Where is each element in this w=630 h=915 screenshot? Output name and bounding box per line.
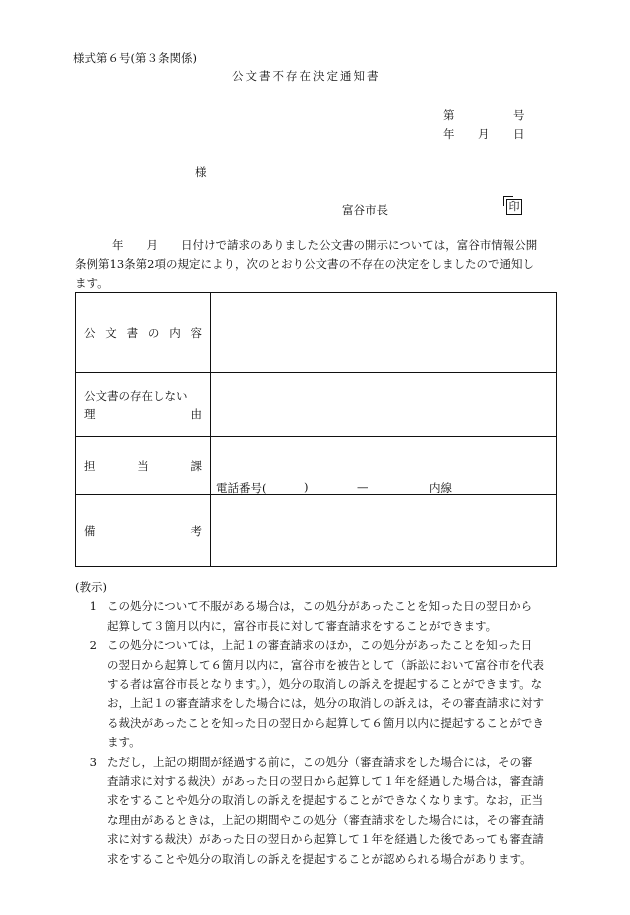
phone-label: 電話番号(	[216, 481, 267, 495]
label-char: の	[147, 325, 160, 340]
label-char: 理	[84, 406, 96, 421]
item-line: 起算して３箇月以内に，富谷市長に対して審査請求をすることができます。	[107, 618, 498, 633]
reason-field[interactable]	[211, 373, 557, 437]
item-line: する者は富谷市長となります。），処分の取消しの訴えを提起することができます。な	[107, 677, 543, 692]
item-line: 求に対する裁決）があった日の翌日から起算して１年を経過した後であっても審査請	[107, 832, 544, 847]
phone-extension-label: 内線	[429, 481, 452, 495]
label-char: 考	[190, 523, 202, 538]
department-field[interactable]	[211, 437, 557, 495]
instruction-item	[75, 753, 559, 869]
item-number: 3	[89, 754, 97, 769]
date-month-label: 月	[478, 127, 490, 141]
label-char: 当	[137, 458, 149, 473]
label-char: 文	[105, 325, 117, 340]
label-char: 担	[84, 458, 96, 473]
phone-close-paren: )	[304, 480, 309, 494]
label-char: 備	[84, 523, 96, 538]
document-title: 公文書不存在決定通知書	[232, 69, 381, 83]
item-line: 査請求に対する裁決）があった日の翌日から起算して１年を経過した場合は，審査請	[107, 774, 544, 789]
instruction-item	[75, 597, 559, 636]
department-label	[76, 437, 211, 495]
table-row	[76, 293, 557, 373]
item-line: ただし，上記の期間が経過する前に，この処分（審査請求をした場合には，その審	[107, 754, 533, 769]
item-line: の翌日から起算して６箇月以内に，富谷市を被告として（訴訟において富谷市を代表	[107, 657, 544, 672]
number-dai-label: 第	[443, 108, 455, 122]
label-char: 書	[126, 325, 139, 340]
content-label	[76, 293, 211, 373]
table-row	[76, 495, 557, 567]
instructions-heading: (教示)	[75, 580, 107, 594]
instruction-item	[75, 636, 559, 752]
date-year-label: 年	[443, 127, 455, 141]
sender-name: 富谷市長	[342, 203, 388, 217]
label-char: 由	[190, 406, 202, 421]
item-line: な理由があるときは，上記の期間やこの処分（審査請求をした場合には，その審査請	[107, 812, 544, 827]
instructions-section	[75, 578, 559, 869]
content-field[interactable]	[211, 293, 557, 373]
item-line: ます。	[107, 735, 141, 750]
item-line: この処分については，上記１の審査請求のほか，この処分があったことを知った日	[107, 638, 533, 653]
form-number: 様式第６号(第３条関係)	[73, 51, 197, 65]
body-line: ます。	[75, 276, 109, 290]
reason-label	[76, 373, 211, 437]
item-number: 2	[89, 638, 97, 653]
item-line: 求をすることや処分の取消しの訴えを提起することができなくなります。なお，正当	[107, 793, 544, 808]
label-line: 公文書の存在しない	[84, 388, 188, 403]
label-char: 容	[190, 325, 202, 340]
item-number: 1	[89, 599, 97, 614]
label-char: 公	[84, 325, 96, 340]
recipient-suffix: 様	[195, 165, 207, 179]
phone-dash: —	[357, 480, 369, 494]
seal-mark: 印	[506, 199, 522, 215]
date-day-label: 日	[513, 127, 525, 141]
label-char: 課	[190, 458, 202, 473]
table-row	[76, 373, 557, 437]
notice-form-table	[75, 292, 557, 567]
number-go-label: 号	[513, 108, 525, 122]
table-row	[76, 437, 557, 495]
body-paragraph	[75, 236, 559, 293]
item-line: この処分について不服がある場合は，この処分があったことを知った日の翌日から	[107, 599, 533, 614]
body-line: 条例第13条第2項の規定により，次のとおり公文書の不存在の決定をしましたので通知し	[75, 257, 534, 271]
remarks-field[interactable]	[211, 495, 557, 567]
remarks-label	[76, 495, 211, 567]
item-line: 求をすることや処分の取消しの訴えを提起することが認められる場合があります。	[107, 851, 532, 866]
item-line: お，上記１の審査請求をした場合には，処分の取消しの訴えは，その審査請求に対す	[107, 696, 544, 711]
item-line: る裁決があったことを知った日の翌日から起算して６箇月以内に提起することができ	[107, 715, 544, 730]
body-line: 年 月 日付けで請求のありました公文書の開示については，富谷市情報公開	[112, 238, 538, 252]
label-char: 内	[169, 325, 181, 340]
